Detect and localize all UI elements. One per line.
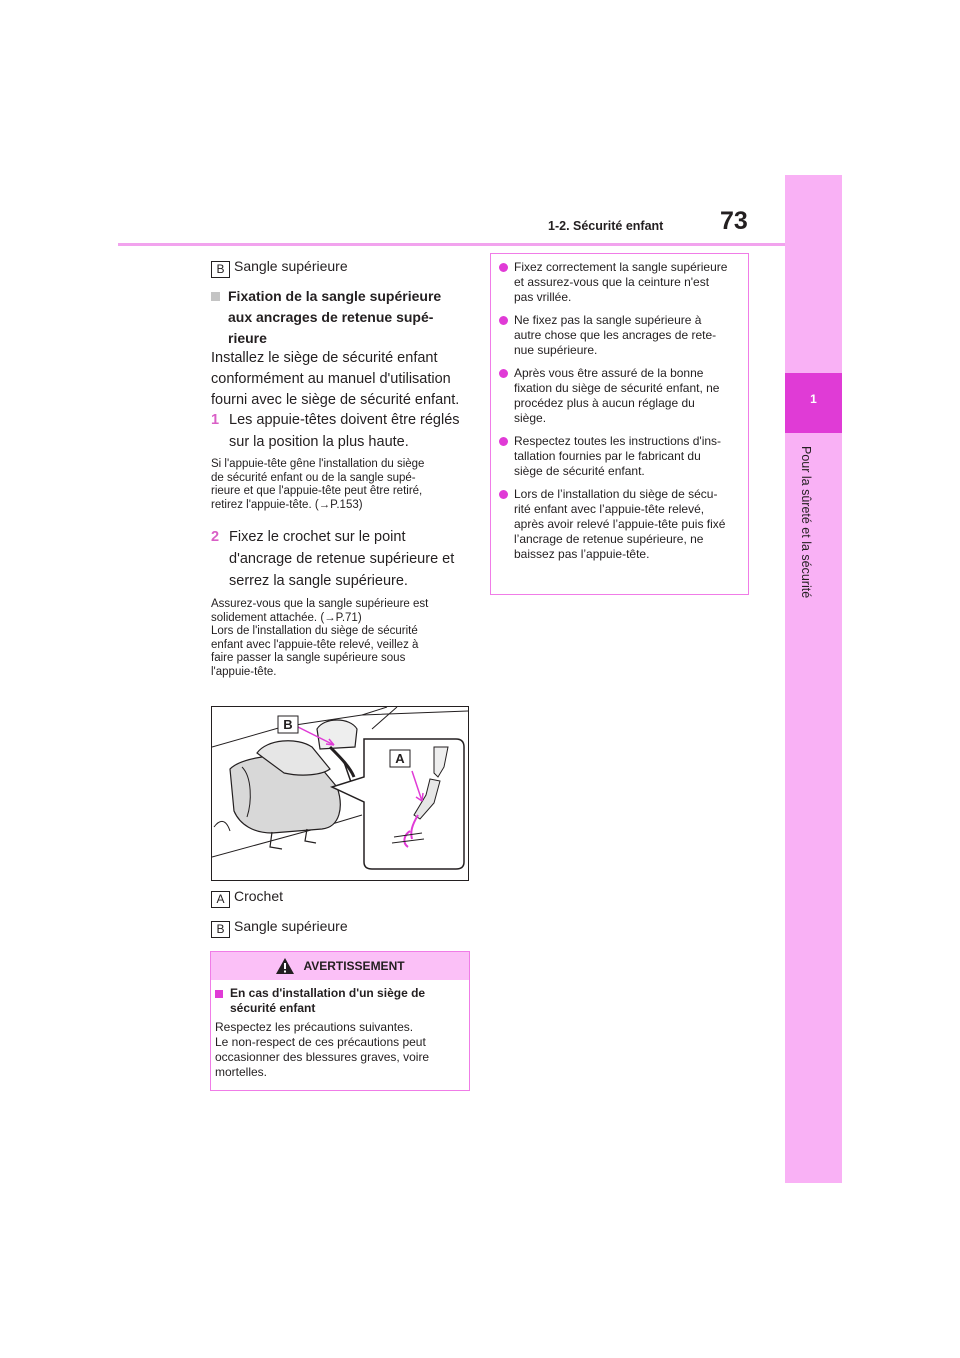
subheading-line: aux ancrages de retenue supé-	[228, 309, 434, 325]
step-2-note	[211, 598, 469, 679]
bullet-line: siège de sécurité enfant.	[514, 464, 645, 478]
warning-header	[211, 952, 469, 980]
step-line: sur la position la plus haute.	[229, 434, 409, 450]
callout-a	[211, 888, 469, 908]
intro-line: Installez le siège de sécurité enfant	[211, 350, 438, 366]
step-line: Fixez le crochet sur le point	[229, 529, 406, 545]
bullet-line: Après vous être assuré de la bonne	[514, 366, 704, 380]
subheading	[211, 286, 469, 349]
note-line: enfant avec l'appuie-tête relevé, veillez à	[211, 638, 419, 651]
note-line: de sécurité enfant ou de la sangle supé-	[211, 471, 416, 484]
bullet-line: Lors de l’installation du siège de sécu-	[514, 487, 718, 501]
warning-title: AVERTISSEMENT	[303, 959, 405, 973]
square-bullet-icon	[215, 990, 223, 998]
step-2	[211, 526, 469, 592]
chapter-side-tab	[785, 175, 842, 1183]
bullet-dot-icon	[499, 316, 508, 325]
warning-body	[215, 1020, 465, 1080]
warning-subheading-line: En cas d'installation d'un siège de	[230, 986, 426, 1000]
note-line: rieure et que l'appuie-tête peut être retiré,	[211, 485, 423, 497]
warning-subheading	[215, 986, 465, 1016]
bullet-line: l’ancrage de retenue supérieure, ne	[514, 532, 704, 546]
chapter-title: Pour la sûreté et la sécurité	[799, 446, 813, 599]
warning-line: mortelles.	[215, 1065, 268, 1079]
warning-line: Le non-respect de ces précautions peut	[215, 1035, 426, 1049]
step-number: 2	[211, 529, 220, 545]
bullet-line: et assurez-vous que la ceinture n'est	[514, 275, 710, 289]
page-number: 73	[720, 207, 748, 235]
note-line[interactable]: solidement attachée. (→P.71)	[211, 611, 362, 624]
step-1	[211, 409, 469, 453]
callout-b-top	[211, 258, 469, 278]
intro-line: conformément au manuel d'utilisation	[211, 371, 451, 387]
callout-letter: A	[211, 891, 230, 908]
bullet-line: siège.	[514, 411, 547, 425]
warning-continued-box	[490, 253, 749, 595]
bullet-line: autre chose que les ancrages de rete-	[514, 328, 717, 342]
warning-line: Respectez les précautions suivantes.	[215, 1020, 414, 1034]
intro-paragraph	[211, 348, 469, 411]
bullet-item	[499, 313, 748, 358]
step-line: d'ancrage de retenue supérieure et	[229, 551, 455, 567]
warning-box	[210, 951, 470, 1091]
callout-text: Sangle supérieure	[234, 918, 348, 934]
bullet-line: nue supérieure.	[514, 343, 598, 357]
callout-text: Crochet	[234, 888, 284, 904]
intro-line: fourni avec le siège de sécurité enfant.	[211, 392, 460, 408]
note-line[interactable]: retirez l'appuie-tête. (→P.153)	[211, 498, 363, 511]
child-seat-illustration	[211, 706, 469, 881]
warning-triangle-icon	[275, 957, 295, 975]
bullet-line: après avoir relevé l’appuie-tête puis fixé	[514, 517, 726, 531]
square-bullet-icon	[211, 292, 220, 301]
bullet-dot-icon	[499, 437, 508, 446]
callout-letter: B	[211, 261, 230, 278]
callout-b	[211, 918, 469, 938]
subheading-line: rieure	[228, 330, 267, 346]
bullet-line: Ne fixez pas la sangle supérieure à	[514, 313, 702, 327]
header-rule	[118, 243, 785, 246]
note-line: Si l'appuie-tête gêne l'installation du siège	[211, 458, 425, 470]
step-line: Les appuie-têtes doivent être réglés	[229, 412, 460, 428]
step-line: serrez la sangle supérieure.	[229, 573, 408, 589]
step-1-note	[211, 458, 469, 512]
bullet-item	[499, 487, 748, 562]
bullet-line: pas vrillée.	[514, 290, 572, 304]
warning-subheading-line: sécurité enfant	[230, 1001, 316, 1015]
warning-line: occasionner des blessures graves, voire	[215, 1050, 430, 1064]
section-title: 1-2. Sécurité enfant	[548, 219, 664, 233]
bullet-line: Respectez toutes les instructions d'ins-	[514, 434, 722, 448]
figure-label-a: A	[395, 751, 405, 766]
bullet-line: procédez plus à aucun réglage du	[514, 396, 695, 410]
chapter-number: 1	[810, 392, 817, 406]
note-line: faire passer la sangle supérieure sous	[211, 652, 406, 664]
bullet-dot-icon	[499, 263, 508, 272]
note-line: l'appuie-tête.	[211, 665, 277, 678]
bullet-line: Fixez correctement la sangle supérieure	[514, 260, 728, 274]
bullet-item	[499, 366, 748, 426]
bullet-line: tallation fournies par le fabricant du	[514, 449, 701, 463]
callout-text: Sangle supérieure	[234, 258, 348, 274]
bullet-item	[499, 260, 748, 305]
callout-letter: B	[211, 921, 230, 938]
bullet-line: rité enfant avec l’appuie-tête relevé,	[514, 502, 705, 516]
subheading-line: Fixation de la sangle supérieure	[228, 288, 442, 304]
bullet-dot-icon	[499, 369, 508, 378]
bullet-line: fixation du siège de sécurité enfant, ne	[514, 381, 720, 395]
note-line: Lors de l'installation du siège de sécurité	[211, 625, 418, 637]
note-line: Assurez-vous que la sangle supérieure est	[211, 598, 429, 610]
bullet-line: baissez pas l’appuie-tête.	[514, 547, 650, 561]
bullet-dot-icon	[499, 490, 508, 499]
figure-label-b: B	[283, 717, 293, 732]
bullet-item	[499, 434, 748, 479]
child-seat-drawing	[212, 707, 468, 880]
step-number: 1	[211, 412, 220, 428]
